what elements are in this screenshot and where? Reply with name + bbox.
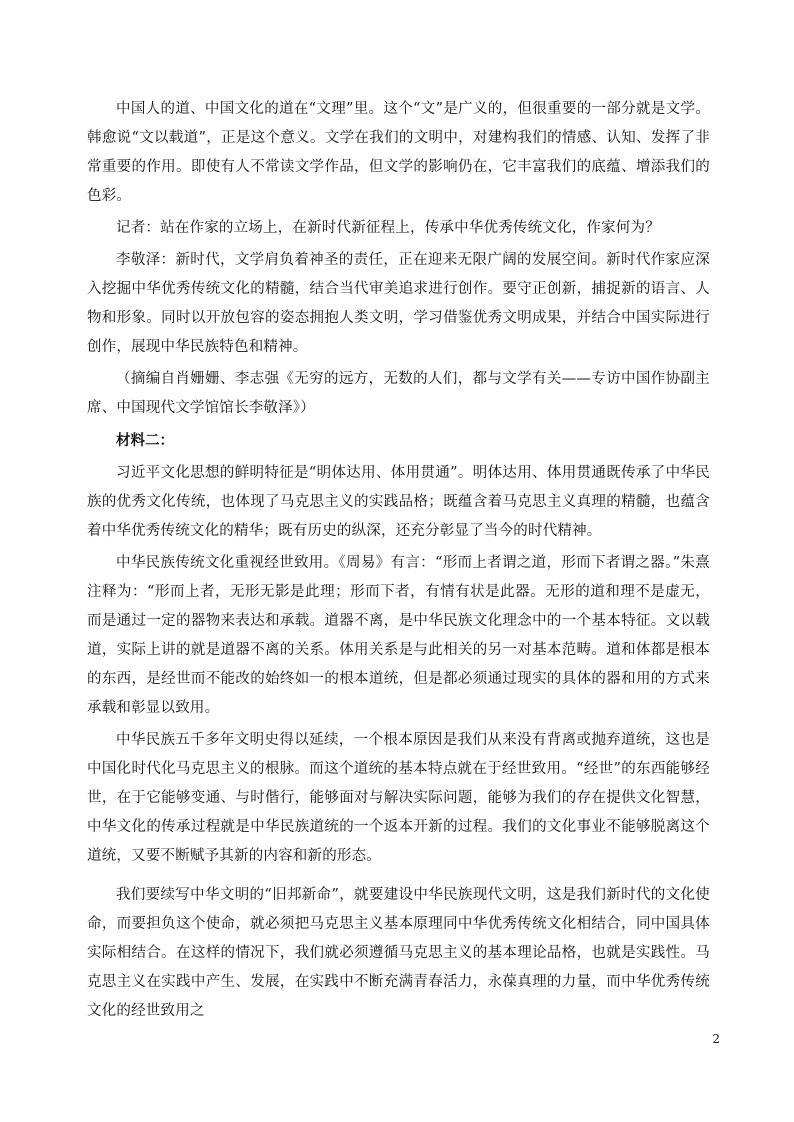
page-number: 2 — [712, 1032, 720, 1046]
paragraph-jingshi-zhiyong: 中华民族传统文化重视经世致用。《周易》有言：“形而上者谓之道，形而下者谓之器。”朱熹注释为：“形而上者，无形无影是此理；形而下者，有情有状是此器。无形的道和理不是虚无，而是通过一定的器物来表达和承载。道器不离，是中华民族文化理念中的一个基本特征。文以载道，实际上讲的就是道器不离的关系。体用关系是与此相关的另一对基本范畴。道和体都是根本的东西，是经世而不能改的始终如一的根本道统，但是都必须通过现实的具体的器和用的方式来承载和彰显以致用。 — [87, 555, 710, 716]
paragraph-reporter-question: 记者：站在作家的立场上，在新时代新征程上，传承中华优秀传统文化，作家何为？ — [116, 220, 660, 236]
paragraph-daotong: 中华民族五千多年文明史得以延续，一个根本原因是我们从来没有背离或抛弃道统，这也是中国化时代化马克思主义的根脉。而这个道统的基本特点就在于经世致用。“经世”的东西能够经世，在于它能够变通、与时偕行，能够面对与解决实际问题，能够为我们的存在提供文化智慧，中华文化的传承过程就是中华民族道统的一个返本开新的过程。我们的文化事业不能够脱离这个道统，又要不断赋予其新的内容和新的形态。 — [87, 732, 710, 864]
paragraph-li-jingze-answer: 李敬泽：新时代，文学肩负着神圣的责任，正在迎来无限广阔的发展空间。新时代作家应深入挖掘中华优秀传统文化的精髓，结合当代审美追求进行创作。要守正创新，捕捉新的语言、人物和形象。同时以开放包容的姿态拥抱人类文明，学习借鉴优秀文明成果，并结合中国实际进行创作，展现中华民族特色和精神。 — [87, 252, 710, 355]
paragraph-source-citation: （摘编自肖姗姗、李志强《无穷的远方，无数的人们，都与文学有关——专访中国作协副主席、中国现代文学馆馆长李敬泽》） — [87, 371, 710, 416]
material-two-heading: 材料二： — [116, 433, 174, 449]
paragraph-culture-literature: 中国人的道、中国文化的道在“文理”里。这个“文”是广义的，但很重要的一部分就是文学。韩愈说“文以载道”，正是这个意义。文学在我们的文明中，对建构我们的情感、认知、发挥了非常重要的作用。即使有人不常读文学作品，但文学的影响仍在，它丰富我们的底蕴、增添我们的色彩。 — [87, 101, 710, 204]
paragraph-jiubang-xinming: 我们要续写中华文明的“旧邦新命”，就要建设中华民族现代文明，这是我们新时代的文化使命，而要担负这个使命，就必须把马克思主义基本原理同中华优秀传统文化相结合，同中国具体实际相结合。在这样的情况下，我们就必须遵循马克思主义的基本理论品格，也就是实践性。马克思主义在实践中产生、发展，在实践中不断充满青春活力，永葆真理的力量，而中华优秀传统文化的经世致用之 — [87, 887, 710, 1019]
paragraph-xi-culture-thought: 习近平文化思想的鲜明特征是“明体达用、体用贯通”。明体达用、体用贯通既传承了中华民族的优秀文化传统，也体现了马克思主义的实践品格；既蕴含着马克思主义真理的精髓，也蕴含着中华优秀传统文化的精华；既有历史的纵深，还充分彰显了当今的时代精神。 — [87, 465, 710, 539]
